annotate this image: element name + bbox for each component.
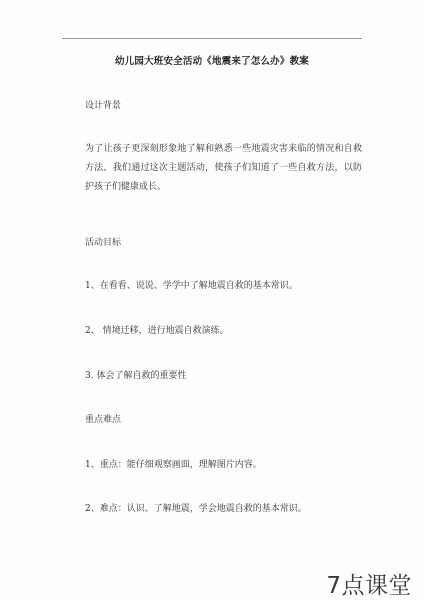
background-paragraph: 为了让孩子更深刻形象地了解和熟悉一些地震灾害来临的情况和自救方法，我们通过这次主题活动，使孩子们知道了一些自救方法，以防护孩子们健康成长。	[85, 144, 362, 192]
header-divider	[62, 38, 362, 39]
goal-item-3: 3. 体会了解自救的重要性	[85, 371, 187, 381]
key-point-item-2: 2、难点：认识、了解地震，学会地震自救的基本常识。	[85, 504, 307, 514]
goal-item-1: 1、在看看、说说、学学中了解地震自救的基本常识。	[85, 281, 298, 291]
watermark-logo: 7点课堂	[326, 573, 412, 599]
key-point-item-1: 1、重点：能仔细观察画面，理解图片内容。	[85, 460, 262, 470]
document-title: 幼儿园大班安全活动《地震来了怎么办》教案	[114, 56, 309, 67]
section-heading-key-points: 重点难点	[85, 415, 122, 425]
section-heading-background: 设计背景	[85, 101, 122, 111]
goal-item-2: 2、 情境迁移，进行地震自救演练。	[85, 326, 229, 336]
section-heading-goals: 活动目标	[85, 238, 122, 248]
